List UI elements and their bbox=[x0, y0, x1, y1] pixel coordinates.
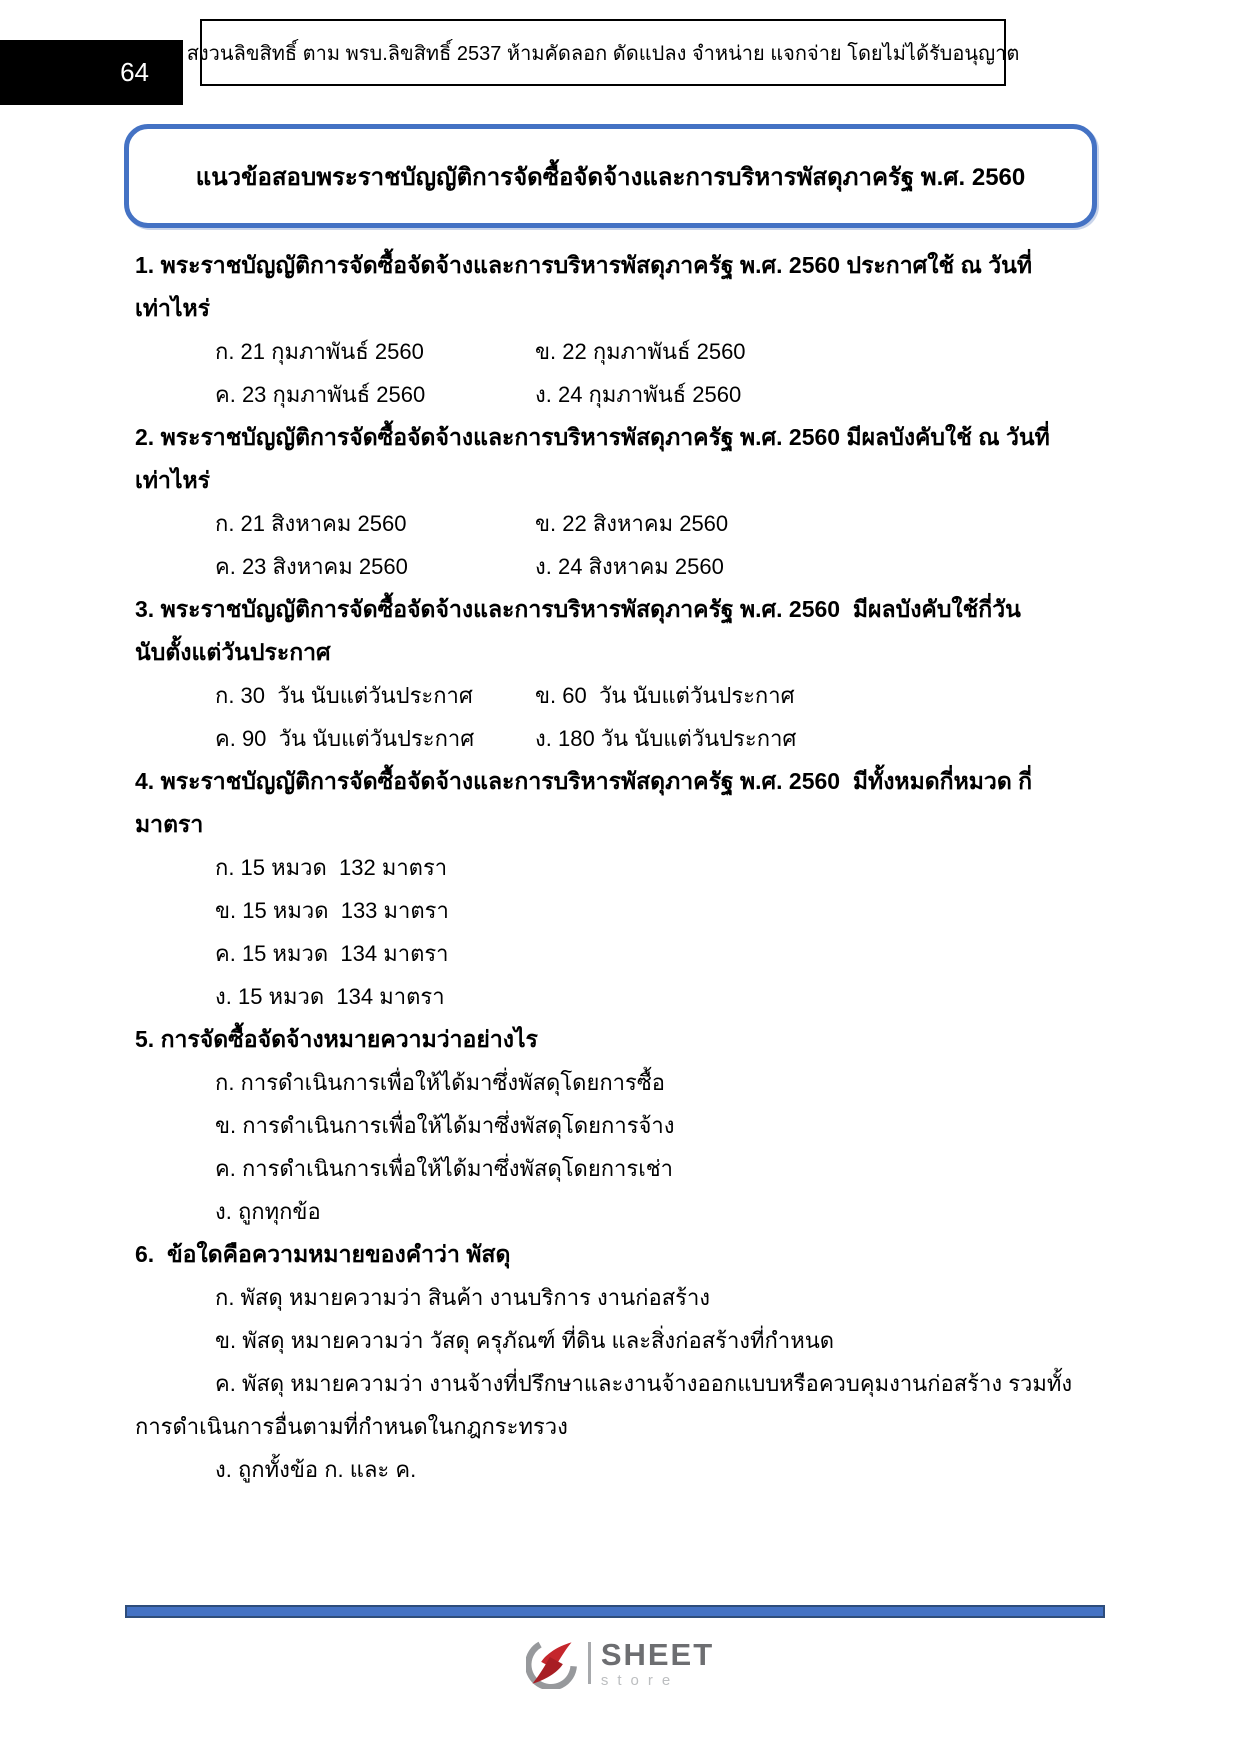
question-3-text-line2: นับตั้งแต่วันประกาศ bbox=[135, 639, 331, 665]
question-5-text: 5. การจัดซื้อจัดจ้างหมายความว่าอย่างไร bbox=[135, 1026, 538, 1052]
question-3-option-d: ง. 180 วัน นับแต่วันประกาศ bbox=[535, 726, 797, 751]
question-2-option-a: ก. 21 สิงหาคม 2560 bbox=[215, 511, 407, 536]
question-1-text-line2: เท่าไหร่ bbox=[135, 295, 211, 321]
question-4-option-d: ง. 15 หมวด 134 มาตรา bbox=[215, 984, 445, 1009]
question-4-text-line1: 4. พระราชบัญญัติการจัดซื้อจัดจ้างและการบริหารพัสดุภาครัฐ พ.ศ. 2560 มีทั้งหมดกี่หมวด กี่ bbox=[135, 768, 1033, 794]
logo-text-wrap bbox=[600, 1636, 715, 1689]
logo-divider bbox=[588, 1642, 591, 1684]
copyright-text: สงวนลิขสิทธิ์ ตาม พรบ.ลิขสิทธิ์ 2537 ห้ามคัดลอก ดัดแปลง จำหน่าย แจกจ่าย โดยไม่ได้รับอนุญาต bbox=[186, 42, 1020, 65]
question-2-text-line2: เท่าไหร่ bbox=[135, 467, 211, 493]
question-3 bbox=[135, 588, 1110, 760]
question-2 bbox=[135, 416, 1110, 588]
question-1-option-a: ก. 21 กุมภาพันธ์ 2560 bbox=[215, 339, 424, 364]
page-number-box bbox=[0, 40, 183, 105]
question-5 bbox=[135, 1018, 1110, 1233]
questions-content bbox=[135, 244, 1110, 1491]
question-1-options bbox=[135, 330, 1110, 416]
question-2-options bbox=[135, 502, 1110, 588]
question-3-option-c: ค. 90 วัน นับแต่วันประกาศ bbox=[215, 726, 475, 751]
question-6-options bbox=[135, 1276, 1110, 1491]
question-6-text: 6. ข้อใดคือความหมายของคำว่า พัสดุ bbox=[135, 1241, 511, 1267]
question-1-option-d: ง. 24 กุมภาพันธ์ 2560 bbox=[535, 382, 742, 407]
question-4-option-b: ข. 15 หมวด 133 มาตรา bbox=[215, 898, 449, 923]
question-1-option-c: ค. 23 กุมภาพันธ์ 2560 bbox=[215, 382, 426, 407]
question-5-option-a: ก. การดำเนินการเพื่อให้ได้มาซึ่งพัสดุโดยการซื้อ bbox=[215, 1070, 665, 1095]
question-2-text-line1: 2. พระราชบัญญัติการจัดซื้อจัดจ้างและการบริหารพัสดุภาครัฐ พ.ศ. 2560 มีผลบังคับใช้ ณ วันที่ bbox=[135, 424, 1050, 450]
question-3-text-line1: 3. พระราชบัญญัติการจัดซื้อจัดจ้างและการบริหารพัสดุภาครัฐ พ.ศ. 2560 มีผลบังคับใช้กี่วัน bbox=[135, 596, 1021, 622]
question-2-option-d: ง. 24 สิงหาคม 2560 bbox=[535, 554, 724, 579]
question-6-option-b: ข. พัสดุ หมายความว่า วัสดุ ครุภัณฑ์ ที่ดิน และสิ่งก่อสร้างที่กำหนด bbox=[215, 1328, 835, 1353]
question-3-option-b: ข. 60 วัน นับแต่วันประกาศ bbox=[535, 683, 795, 708]
question-4-option-a: ก. 15 หมวด 132 มาตรา bbox=[215, 855, 448, 880]
question-4-option-c: ค. 15 หมวด 134 มาตรา bbox=[215, 941, 449, 966]
question-5-option-c: ค. การดำเนินการเพื่อให้ได้มาซึ่งพัสดุโดยการเช่า bbox=[215, 1156, 674, 1181]
footer-divider-bar bbox=[125, 1605, 1105, 1618]
question-6-option-a: ก. พัสดุ หมายความว่า สินค้า งานบริการ งานก่อสร้าง bbox=[215, 1285, 711, 1310]
question-3-option-a: ก. 30 วัน นับแต่วันประกาศ bbox=[215, 683, 473, 708]
question-4 bbox=[135, 760, 1110, 1018]
question-1 bbox=[135, 244, 1110, 416]
page-title: แนวข้อสอบพระราชบัญญัติการจัดซื้อจัดจ้างและการบริหารพัสดุภาครัฐ พ.ศ. 2560 bbox=[195, 163, 1026, 191]
question-6-option-c-line1: ค. พัสดุ หมายความว่า งานจ้างที่ปรึกษาและงานจ้างออกแบบหรือควบคุมงานก่อสร้าง รวมทั้ง bbox=[215, 1371, 1073, 1396]
copyright-notice-box bbox=[186, 19, 1020, 86]
question-2-option-b: ข. 22 สิงหาคม 2560 bbox=[535, 511, 729, 536]
page-number: 64 bbox=[120, 57, 149, 87]
question-3-options bbox=[135, 674, 1110, 760]
question-6-option-c-line2: การดำเนินการอื่นตามที่กำหนดในกฎกระทรวง bbox=[135, 1414, 568, 1439]
question-2-option-c: ค. 23 สิงหาคม 2560 bbox=[215, 554, 408, 579]
sheet-store-logo bbox=[0, 1628, 1240, 1698]
question-1-text-line1: 1. พระราชบัญญัติการจัดซื้อจัดจ้างและการบริหารพัสดุภาครัฐ พ.ศ. 2560 ประกาศใช้ ณ วันที่ bbox=[135, 252, 1032, 278]
question-4-text-line2: มาตรา bbox=[135, 811, 204, 837]
sheet-store-s-icon bbox=[526, 1637, 578, 1689]
question-5-option-b: ข. การดำเนินการเพื่อให้ได้มาซึ่งพัสดุโดยการจ้าง bbox=[215, 1113, 675, 1138]
question-1-option-b: ข. 22 กุมภาพันธ์ 2560 bbox=[535, 339, 746, 364]
question-4-options bbox=[135, 846, 1110, 1018]
question-6 bbox=[135, 1233, 1110, 1491]
question-5-option-d: ง. ถูกทุกข้อ bbox=[215, 1199, 321, 1224]
question-6-option-d: ง. ถูกทั้งข้อ ก. และ ค. bbox=[215, 1457, 417, 1482]
logo-text-store: store bbox=[600, 1671, 680, 1689]
question-5-options bbox=[135, 1061, 1110, 1233]
logo-text-sheet: SHEET bbox=[600, 1636, 715, 1672]
title-box bbox=[124, 124, 1097, 228]
